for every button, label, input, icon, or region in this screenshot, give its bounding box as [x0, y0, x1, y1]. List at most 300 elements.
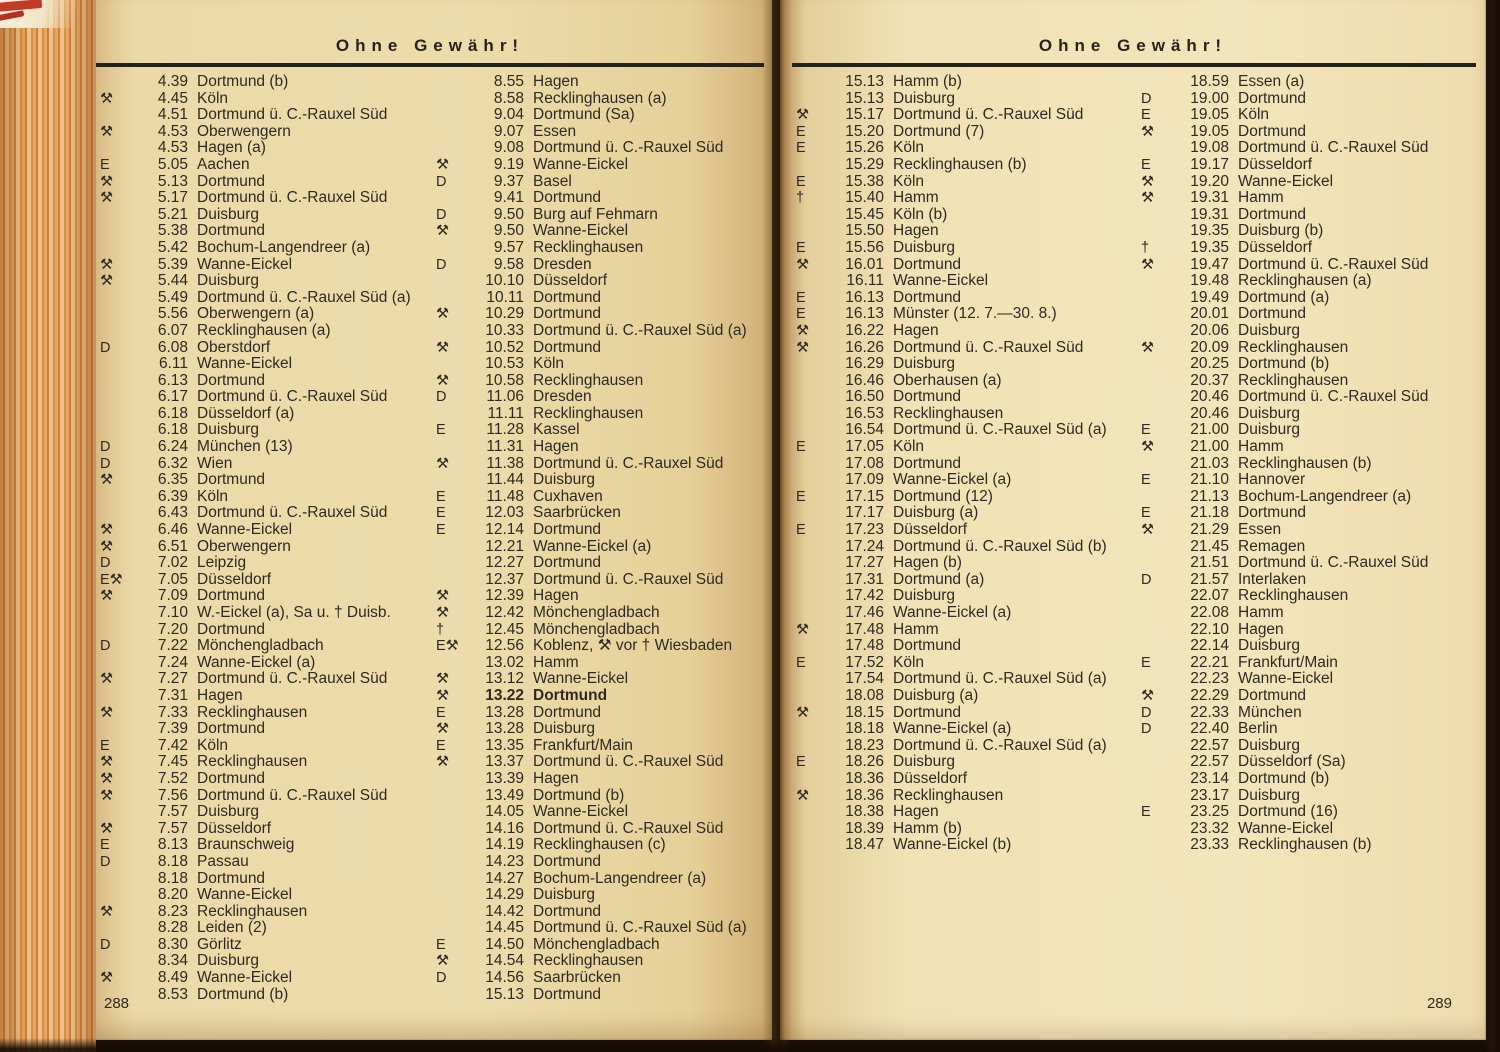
hammers-symbol: ⚒ [796, 322, 809, 339]
departure-time: 6.32 [157, 454, 188, 472]
departure-time: 17.31 [845, 570, 884, 588]
departure-time: 12.56 [485, 637, 524, 655]
no-symbol [434, 854, 476, 871]
destination: Duisburg [893, 753, 956, 771]
destination: Dortmund ü. C.-Rauxel Süd [1238, 554, 1429, 572]
timetable-row [794, 439, 1139, 456]
departure-time: 16.54 [845, 421, 884, 439]
no-symbol [1139, 456, 1181, 473]
departure-time: 19.08 [1190, 139, 1229, 157]
hammers-symbol: ⚒ [100, 173, 113, 190]
timetable-row [98, 489, 434, 506]
no-symbol [1139, 837, 1181, 854]
timetable-row [98, 157, 434, 174]
destination: Duisburg [893, 587, 956, 605]
departure-time: 6.13 [157, 371, 188, 389]
destination: Dortmund ü. C.-Rauxel Süd [1238, 255, 1429, 273]
departure-time: 16.13 [845, 305, 884, 323]
departure-time: 12.03 [485, 504, 524, 522]
destination: Berlin [1238, 720, 1278, 738]
departure-time: 6.46 [157, 521, 188, 539]
departure-time: 14.05 [485, 803, 524, 821]
departure-time: 22.40 [1190, 720, 1229, 738]
timetable-row [434, 721, 770, 738]
timetable-row [794, 107, 1139, 124]
timetable-row [98, 107, 434, 124]
timetable-column-1 [98, 74, 434, 1003]
hammers-symbol: ⚒ [436, 671, 449, 688]
E-symbol: E [796, 754, 806, 771]
E-symbol: E [1141, 505, 1151, 522]
destination: Dortmund [893, 454, 962, 472]
timetable-row [98, 340, 434, 357]
page-title: Ohne Gewähr! [335, 36, 525, 55]
timetable-row [98, 871, 434, 888]
no-symbol [434, 273, 476, 290]
destination: Recklinghausen (b) [1238, 454, 1372, 472]
page-right [780, 0, 1486, 1040]
no-symbol [1139, 207, 1181, 224]
departure-time: 11.11 [487, 404, 524, 422]
hammers-symbol: ⚒ [100, 190, 113, 207]
destination: Mönchengladbach [533, 604, 660, 621]
departure-time: 6.51 [157, 537, 188, 555]
destination: Burg auf Fehmarn [533, 205, 658, 223]
no-symbol [98, 140, 140, 157]
no-symbol [794, 456, 836, 473]
timetable-row [98, 771, 434, 788]
timetable-row [794, 306, 1139, 323]
departure-time: 7.57 [157, 819, 188, 837]
departure-time: 11.31 [486, 438, 524, 456]
departure-time: 7.39 [157, 720, 188, 738]
timetable-row [794, 124, 1139, 141]
timetable-row [98, 953, 434, 970]
destination: Dortmund [1238, 205, 1307, 223]
destination: Recklinghausen [533, 371, 644, 389]
hammers-symbol: ⚒ [436, 605, 449, 621]
timetable-row [98, 74, 434, 91]
D-symbol: D [436, 206, 447, 223]
departure-time: 14.29 [485, 886, 524, 904]
destination: Wien [197, 454, 233, 472]
departure-time: 19.35 [1190, 238, 1229, 256]
destination: Duisburg [197, 803, 260, 821]
hammers-symbol: ⚒ [1141, 123, 1154, 140]
hammers-symbol: ⚒ [100, 123, 113, 140]
hammers-symbol: ⚒ [100, 903, 113, 920]
timetable-row [1139, 588, 1484, 605]
E-symbol: E [100, 837, 110, 854]
destination: Dortmund [1238, 504, 1307, 522]
departure-time: 8.53 [157, 985, 188, 1003]
destination: Dortmund [533, 686, 608, 704]
D-symbol: D [436, 389, 447, 406]
destination: Dortmund [533, 703, 602, 721]
destination: Dortmund (b) [533, 786, 625, 804]
D-symbol: D [100, 439, 111, 456]
destination: Koblenz, ⚒ vor † Wiesbaden [533, 637, 733, 655]
timetable-row [1139, 257, 1484, 274]
departure-time: 13.02 [485, 653, 524, 671]
departure-time: 14.27 [485, 869, 524, 887]
departure-time: 14.19 [485, 836, 524, 854]
departure-time: 13.12 [485, 670, 524, 688]
timetable-row [794, 257, 1139, 274]
no-symbol [98, 871, 140, 888]
destination: Dortmund (b) [1238, 355, 1330, 373]
departure-time: 21.51 [1190, 554, 1229, 572]
no-symbol [434, 572, 476, 589]
timetable-row [98, 721, 434, 738]
destination: Dortmund ü. C.-Rauxel Süd [197, 670, 388, 688]
timetable-row [434, 754, 770, 771]
departure-time: 20.46 [1190, 404, 1229, 422]
D-symbol: D [100, 853, 111, 870]
no-symbol [1139, 74, 1181, 91]
D-symbol: D [1141, 571, 1152, 588]
timetable-row [434, 290, 770, 307]
departure-time: 6.24 [157, 438, 188, 456]
destination: Hamm [893, 620, 939, 638]
departure-time: 6.43 [157, 504, 188, 522]
destination: Köln [197, 89, 229, 107]
no-symbol [1139, 771, 1181, 788]
page-number: 289 [1426, 995, 1452, 1012]
departure-time: 11.44 [486, 471, 524, 489]
D-symbol: D [100, 339, 111, 356]
destination: Basel [533, 172, 572, 190]
destination: Recklinghausen [893, 786, 1004, 804]
timetable-row [1139, 240, 1484, 257]
hammers-symbol: ⚒ [100, 256, 113, 273]
destination: Dortmund ü. C.-Rauxel Süd [1238, 139, 1429, 157]
destination: Düsseldorf (Sa) [1238, 753, 1346, 771]
destination: Dortmund [1238, 89, 1307, 107]
hammers-symbol: ⚒ [100, 588, 113, 605]
destination: Duisburg [893, 355, 956, 373]
no-symbol [434, 190, 476, 207]
timetable-row [98, 738, 434, 755]
departure-time: 14.42 [485, 902, 524, 920]
timetable-row [98, 422, 434, 439]
destination: Hagen [533, 769, 579, 787]
destination: Recklinghausen [533, 238, 644, 256]
timetable-row [98, 505, 434, 522]
D-symbol: D [100, 638, 111, 655]
destination: Bochum-Langendreer (a) [533, 869, 707, 887]
departure-time: 13.28 [485, 703, 524, 721]
no-symbol [1139, 389, 1181, 406]
departure-time: 5.39 [157, 255, 188, 273]
departure-time: 16.13 [845, 288, 884, 306]
no-symbol [794, 688, 836, 705]
destination: Hamm (b) [893, 819, 962, 837]
departure-time: 19.05 [1190, 122, 1229, 140]
timetable-row [98, 124, 434, 141]
timetable-row [794, 655, 1139, 672]
hammers-symbol: ⚒ [1141, 190, 1154, 207]
timetable-row [98, 837, 434, 854]
destination: Dortmund [197, 869, 266, 887]
timetable-row [98, 671, 434, 688]
departure-time: 17.48 [845, 637, 884, 655]
departure-time: 15.13 [845, 89, 884, 107]
departure-time: 16.11 [846, 272, 884, 290]
departure-time: 22.10 [1190, 620, 1229, 638]
destination: Dortmund [533, 985, 602, 1003]
destination: Hagen [893, 222, 939, 240]
timetable-row [1139, 788, 1484, 805]
destination: Dortmund ü. C.-Rauxel Süd [197, 504, 388, 522]
hammers-symbol: ⚒ [100, 671, 113, 688]
destination: Wanne-Eickel (a) [893, 471, 1012, 489]
timetable-row [434, 804, 770, 821]
departure-time: 17.23 [845, 521, 884, 539]
no-symbol [1139, 273, 1181, 290]
departure-time: 8.58 [493, 89, 524, 107]
departure-time: 21.10 [1190, 471, 1229, 489]
timetable-row [98, 788, 434, 805]
departure-time: 7.33 [157, 703, 188, 721]
destination: Recklinghausen (b) [1238, 836, 1372, 854]
destination: W.-Eickel (a), Sa u. † Duisb. [197, 604, 391, 621]
timetable-row [98, 240, 434, 257]
no-symbol [98, 505, 140, 522]
timetable-row [434, 406, 770, 423]
departure-time: 17.08 [845, 454, 884, 472]
no-symbol [98, 356, 140, 373]
no-symbol [794, 472, 836, 489]
departure-time: 17.24 [845, 537, 884, 555]
no-symbol [794, 273, 836, 290]
no-symbol [794, 771, 836, 788]
no-symbol [98, 422, 140, 439]
timetable-row [1139, 671, 1484, 688]
timetable-row [98, 140, 434, 157]
departure-time: 8.13 [157, 836, 188, 854]
destination: Münster (12. 7.—30. 8.) [893, 305, 1057, 323]
destination: Duisburg (a) [893, 686, 979, 704]
timetable-row [794, 738, 1139, 755]
E-symbol: E [1141, 472, 1151, 489]
no-symbol [434, 439, 476, 456]
destination: Dortmund ü. C.-Rauxel Süd (a) [533, 321, 747, 339]
timetable-row [1139, 754, 1484, 771]
timetable-row [794, 671, 1139, 688]
hammers-symbol: ⚒ [100, 754, 113, 771]
no-symbol [434, 356, 476, 373]
departure-time: 17.46 [845, 604, 884, 621]
departure-time: 14.54 [485, 952, 524, 970]
D-symbol: D [436, 970, 447, 987]
no-symbol [98, 290, 140, 307]
no-symbol [794, 837, 836, 854]
destination: Dortmund ü. C.-Rauxel Süd [197, 388, 388, 406]
departure-time: 6.18 [157, 404, 188, 422]
departure-time: 17.48 [845, 620, 884, 638]
timetable-row [794, 622, 1139, 639]
no-symbol [434, 904, 476, 921]
destination: Hagen (b) [893, 554, 962, 572]
departure-time: 23.32 [1190, 819, 1229, 837]
hammers-symbol: ⚒ [436, 687, 449, 704]
departure-time: 22.21 [1190, 653, 1229, 671]
departure-time: 19.48 [1190, 272, 1229, 290]
destination: Dortmund [197, 769, 266, 787]
timetable-row [434, 439, 770, 456]
destination: Köln [533, 355, 565, 373]
departure-time: 23.14 [1190, 769, 1229, 787]
departure-time: 15.13 [845, 73, 884, 90]
timetable-row [434, 771, 770, 788]
destination: Wanne-Eickel (a) [893, 604, 1012, 621]
no-symbol [434, 124, 476, 141]
departure-time: 20.25 [1190, 355, 1229, 373]
E-symbol: E [796, 140, 806, 157]
departure-time: 8.23 [157, 902, 188, 920]
departure-time: 12.42 [485, 604, 524, 621]
timetable-row [1139, 638, 1484, 655]
destination: Hagen (a) [197, 139, 266, 157]
no-symbol [1139, 638, 1181, 655]
timetable-row [98, 522, 434, 539]
destination: Dortmund ü. C.-Rauxel Süd (a) [533, 919, 747, 937]
hammers-symbol: ⚒ [796, 704, 809, 721]
no-symbol [794, 572, 836, 589]
destination: Dortmund [197, 620, 266, 638]
timetable-row [1139, 705, 1484, 722]
timetable-row [434, 854, 770, 871]
timetable-row [98, 555, 434, 572]
hammers-symbol: ⚒ [436, 455, 449, 472]
E-symbol: E [1141, 804, 1151, 821]
departure-time: 6.17 [157, 388, 188, 406]
no-symbol [794, 207, 836, 224]
timetable-row [434, 306, 770, 323]
E-symbol: E [796, 654, 806, 671]
timetable-row [1139, 389, 1484, 406]
departure-time: 5.49 [157, 288, 188, 306]
departure-time: 7.27 [157, 670, 188, 688]
E-symbol: E [436, 522, 446, 539]
timetable-row [1139, 522, 1484, 539]
departure-time: 17.52 [845, 653, 884, 671]
no-symbol [1139, 373, 1181, 390]
hammers-symbol: ⚒ [1141, 339, 1154, 356]
hammers-symbol: ⚒ [100, 538, 113, 555]
timetable-row [98, 887, 434, 904]
departure-time: 19.00 [1190, 89, 1229, 107]
departure-time: 22.57 [1190, 736, 1229, 754]
timetable-row [794, 489, 1139, 506]
no-symbol [1139, 323, 1181, 340]
timetable-row [98, 904, 434, 921]
timetable-row [794, 157, 1139, 174]
destination: Recklinghausen [197, 703, 308, 721]
destination: Wanne-Eickel [533, 222, 629, 240]
timetable-row [794, 422, 1139, 439]
timetable-row [794, 721, 1139, 738]
departure-time: 18.39 [845, 819, 884, 837]
departure-time: 18.15 [845, 703, 884, 721]
destination: Oberwengern [197, 122, 291, 140]
D-symbol: D [100, 555, 111, 572]
timetable-row [98, 190, 434, 207]
departure-time: 10.33 [485, 321, 524, 339]
hammers-symbol: ⚒ [436, 156, 449, 173]
hammers-symbol: ⚒ [436, 953, 449, 970]
timetable-row [1139, 771, 1484, 788]
timetable-row [794, 804, 1139, 821]
timetable-row [1139, 124, 1484, 141]
destination: Düsseldorf [893, 769, 968, 787]
departure-time: 15.45 [845, 205, 884, 223]
timetable-row [434, 257, 770, 274]
departure-time: 5.21 [157, 205, 188, 223]
departure-time: 14.16 [485, 819, 524, 837]
timetable-row [794, 821, 1139, 838]
destination: Mönchengladbach [197, 637, 324, 655]
destination: Recklinghausen [893, 404, 1004, 422]
departure-time: 7.02 [157, 554, 188, 572]
E-symbol: E [436, 737, 446, 754]
D-symbol: D [436, 256, 447, 273]
timetable-row [1139, 804, 1484, 821]
departure-time: 12.27 [485, 554, 524, 572]
destination: Duisburg [1238, 404, 1301, 422]
hammers-symbol: ⚒ [100, 770, 113, 787]
timetable-row [434, 124, 770, 141]
E-symbol: E [100, 156, 110, 173]
departure-time: 6.11 [158, 355, 188, 373]
destination: Hagen [1238, 620, 1284, 638]
no-symbol [434, 74, 476, 91]
hammers-symbol: ⚒ [436, 339, 449, 356]
destination: Dortmund (Sa) [533, 106, 635, 124]
timetable-row [1139, 821, 1484, 838]
departure-time: 16.46 [845, 371, 884, 389]
departure-time: 13.37 [485, 753, 524, 771]
timetable-row [794, 356, 1139, 373]
no-symbol [98, 489, 140, 506]
timetable-row [434, 788, 770, 805]
destination: Wanne-Eickel (a) [893, 720, 1012, 738]
departure-time: 12.14 [485, 521, 524, 539]
no-symbol [1139, 738, 1181, 755]
departure-time: 18.36 [845, 786, 884, 804]
destination: Oberwengern (a) [197, 305, 315, 323]
timetable-row [1139, 290, 1484, 307]
destination: Oberwengern [197, 537, 291, 555]
timetable-row [1139, 738, 1484, 755]
timetable-row [794, 572, 1139, 589]
departure-time: 9.04 [493, 106, 524, 124]
destination: Dortmund [1238, 122, 1307, 140]
hammers-symbol: ⚒ [1141, 687, 1154, 704]
no-symbol [794, 356, 836, 373]
destination: Düsseldorf [1238, 155, 1313, 173]
destination: Dortmund ü. C.-Rauxel Süd [893, 338, 1084, 356]
destination: Recklinghausen (b) [893, 155, 1027, 173]
hammers-symbol: ⚒ [796, 787, 809, 804]
departure-time: 15.50 [845, 222, 884, 240]
hammers-symbol: ⚒ [1141, 256, 1154, 273]
timetable-row [98, 705, 434, 722]
departure-time: 13.22 [485, 686, 524, 704]
timetable-row [794, 705, 1139, 722]
destination: Hamm [893, 189, 939, 207]
